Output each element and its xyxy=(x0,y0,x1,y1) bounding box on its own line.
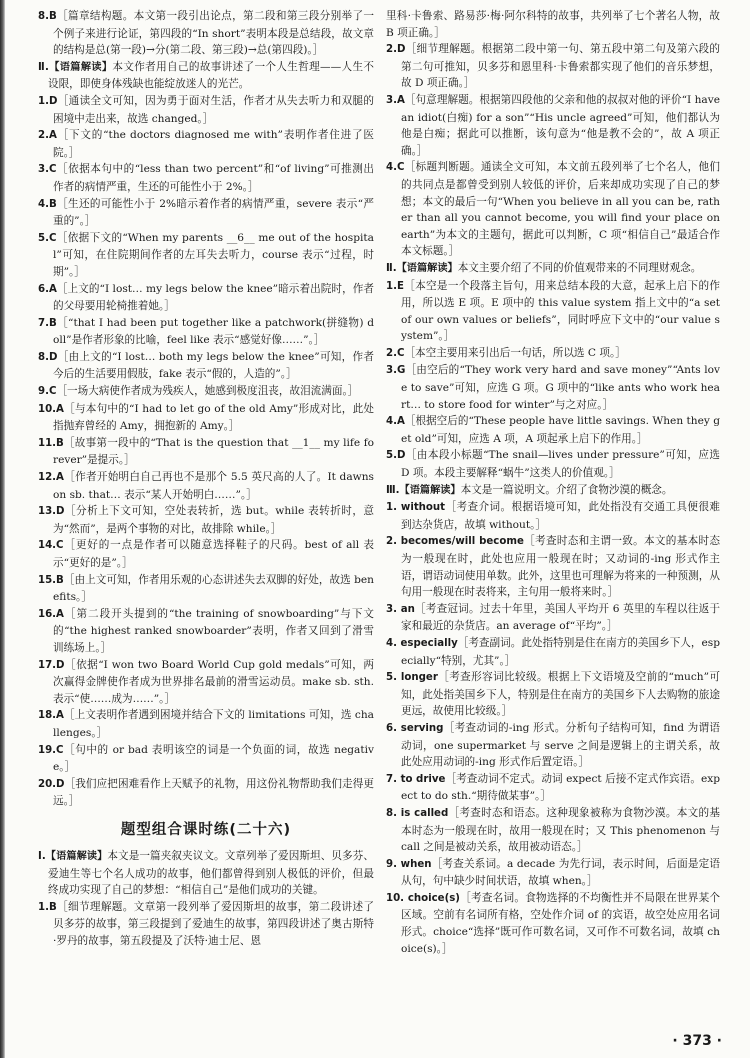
answer-key: 2.A xyxy=(38,130,57,142)
answer-explanation: ［考查冠词。过去十年里，美国人平均开 6 英里的车程以往返于家和最近的杂货店。an average of“平均”。］ xyxy=(401,602,720,633)
answer-explanation: ［根据空后的“These people have little savings. When they get old”可知，应选 A 项，A 项起承上启下的作用。］ xyxy=(401,415,720,445)
answer-item xyxy=(38,196,374,230)
answer-list-part1-end xyxy=(38,8,374,59)
answer-item xyxy=(386,413,720,447)
section-III-reading: Ⅲ.【语篇解读】本文是一篇说明文。介绍了食物沙漠的概念。 xyxy=(386,483,673,496)
answer-explanation: ［考查形容词比较级。根据上下文语境及空前的“much”可知，此处指美国乡下人，特别是住在南方的美国乡下人去购物的旅途更远，故使用比较级。］ xyxy=(401,671,720,718)
answer-explanation: ［故事第一段中的“That is the question that __1__ my life forever”是提示。］ xyxy=(53,436,374,467)
answer-explanation: ［依据本句中的“less than two percent”和“of living”可推测出作者的病情严重，生还的可能性小于 2%。］ xyxy=(53,163,374,193)
answer-key: 17.D xyxy=(38,659,65,671)
answer-item xyxy=(38,657,374,708)
binding-edge xyxy=(0,0,5,1058)
answer-explanation: ［分析上下文可知，空处表转折，选 but。while 表转折时，意为“然而”，是两个事物的对比，故排除 while。］ xyxy=(53,505,374,535)
answer-explanation: ［我们应把困难看作上天赋予的礼物，用这份礼物帮助我们走得更远。］ xyxy=(53,777,374,808)
answer-item xyxy=(38,776,374,810)
answer-item xyxy=(386,856,720,890)
answer-explanation: ［细节理解题。根据第二段中第一句、第五段中第二句及第六段的第二句可推知，贝多芬和恩里科·卡鲁索都实现了他们的音乐梦想，故 D 项正确。］ xyxy=(401,43,720,90)
answer-explanation: ［考查副词。此处指特别是住在南方的美国乡下人，especially“特别，尤其”。］ xyxy=(401,636,720,667)
answer-explanation: ［篇章结构题。本文第一段引出论点，第二段和第三段分别举了一个例子来进行论证，第四段的“In short”表明本段是总结段，故文章的结构是总(第一段)→分(第二段、第三段)→总(第四段)。］ xyxy=(53,10,374,57)
answer-item: 1.B［细节理解题。文章第一段列举了爱因斯坦的故事，第二段讲述了贝多芬的故事，第三段提到了爱迪生的故事，第四段讲述了奥古斯特·罗丹的故事，第五段提及了沃特·迪士尼、恩 xyxy=(38,900,374,947)
answer-key: 12.A xyxy=(38,472,64,484)
answer-key: 2. becomes/will become xyxy=(386,536,524,548)
answer-explanation: ［考查动词的-ing 形式。分析句子结构可知，find 为谓语动词，one supermarket 与 serve 之间是逻辑上的主谓关系，故此处应用动词的-ing 形式作后置定语。］ xyxy=(401,721,720,769)
answer-key: 20.D xyxy=(38,778,65,790)
answer-item xyxy=(38,606,374,657)
section-heading: 题型组合课时练(二十六) xyxy=(120,821,292,838)
answer-item xyxy=(386,601,720,635)
answer-key: 8.D xyxy=(38,351,58,363)
left-column xyxy=(38,8,374,1010)
answer-item xyxy=(38,161,374,195)
answer-explanation: ［作者开始明白自己再也不是那个 5.5 英尺高的人了。It dawns on sb. that… 表示“某人开始明白……”。］ xyxy=(53,471,374,501)
answer-key: 7. to drive xyxy=(386,773,446,785)
answer-key: 10. choice(s) xyxy=(386,892,460,904)
answer-explanation: ［由空后的“They work very hard and save money”“Ants love to save”可知，应选 G 项。G 项中的“like ants who work heart… to store food for winter”与之对应。］ xyxy=(401,364,720,411)
answer-explanation: ［句中的 or bad 表明该空的词是一个负面的词，故选 negative。］ xyxy=(53,743,374,774)
answer-key: 3.G xyxy=(386,365,406,377)
answer-explanation: ［依据下文的“When my parents __6__ me out of the hospital”可知，在住院期间作者的左耳失去听力，course 表示“过程，时期”。］ xyxy=(53,231,374,278)
answer-item xyxy=(38,8,374,59)
answer-explanation: ［一场大病使作者成为残疾人，她感到极度沮丧，故泪流满面。］ xyxy=(56,385,359,398)
answer-item xyxy=(38,537,374,571)
answer-key: 1.D xyxy=(38,95,58,107)
answer-key: 6. serving xyxy=(386,722,444,734)
section-lead: Ⅰ.【语篇解读】 xyxy=(38,850,108,862)
answer-key: 9.C xyxy=(38,386,57,398)
answer-explanation: ［与本句中的“I had to let go of the old Amy”形成对比，此处指抛弃曾经的 Amy，拥抱新的 Amy。］ xyxy=(53,402,374,433)
answer-item xyxy=(386,533,720,600)
section-II-reading: Ⅱ.【语篇解读】本文主要介绍了不同的价值观带来的不同理财观念。 xyxy=(386,261,702,274)
answer-item xyxy=(38,349,374,383)
answer-explanation: ［考查关系词。a decade 为先行词，表示时间，后面是定语从句，句中缺少时间状语，故填 when。］ xyxy=(401,857,720,888)
answer-key: 1.E xyxy=(386,280,404,292)
answer-explanation: ［下文的“the doctors diagnosed me with”表明作者住进了医院。］ xyxy=(53,129,374,159)
answer-item xyxy=(38,707,374,741)
answer-item xyxy=(38,469,374,503)
answer-explanation: ［上文的“I lost… my legs below the knee”暗示着出院时，作者的父母要用轮椅推着她。］ xyxy=(53,282,374,313)
answer-item xyxy=(38,503,374,537)
answer-explanation: ［“that I had been put together like a patchwork(拼缝物) doll”是作者形象的比喻，feel like 表示“感觉好像……”。］ xyxy=(53,316,374,347)
answer-key: 4.A xyxy=(386,416,405,428)
section-II-reading: Ⅱ.【语篇解读】本文作者用自己的故事讲述了一个人生哲理——人生不设限，即使身体残缺也能绽放迷人的光芒。 xyxy=(38,60,374,91)
page-number: · 373 · xyxy=(672,1033,722,1050)
answer-key: 6.A xyxy=(38,283,57,295)
answer-key: 4.B xyxy=(38,198,57,210)
answer-key: 5. longer xyxy=(386,672,438,684)
answer-key: 8. is called xyxy=(386,807,449,819)
answer-key: 14.C xyxy=(38,540,64,552)
answer-key: 18.A xyxy=(38,710,64,722)
answer-explanation: ［本空是一个段落主旨句，用来总结本段的大意，起承上启下的作用，所以选 E 项。E 项中的 this value system 指上文中的“a set of our own values or beliefs”，同时呼应下文中的“our value system”。］ xyxy=(401,279,720,343)
section-lead: Ⅱ.【语篇解读】 xyxy=(386,262,458,274)
answer-item xyxy=(386,159,720,260)
answer-explanation: ［更好的一点是作者可以随意选择鞋子的尺码。best of all 表示“更好的是”。］ xyxy=(53,539,374,569)
answer-item xyxy=(386,720,720,771)
answer-explanation: ［本空主要用来引出后一句话，所以选 C 项。］ xyxy=(404,346,626,359)
answer-explanation: ［考查名词。食物选择的不均衡性并不局限在世界某个区域。空前有名词所有格，空处作介词 of 的宾语，故空处应用名词形式。choice“选择”既可作可数名词，又可作不可数名词，故填 choice(s)。］ xyxy=(401,891,720,955)
answer-key: 1.B xyxy=(38,901,57,913)
answer-explanation: ［生还的可能性小于 2%暗示着作者的病情严重，severe 表示“严重的”。］ xyxy=(53,197,374,228)
answer-explanation: ［由上文可知，作者用乐观的心态讲述失去双脚的好处，故选 benefits。］ xyxy=(53,573,374,604)
answer-item xyxy=(386,499,720,533)
answer-item xyxy=(386,635,720,669)
answer-item xyxy=(386,890,720,957)
answer-key: 16.A xyxy=(38,608,64,620)
answer-item xyxy=(386,41,720,92)
answer-key: 4. especially xyxy=(386,637,458,649)
answer-key: 2.D xyxy=(386,44,406,56)
answer-key: 19.C xyxy=(38,744,64,756)
answer-explanation: ［由本段小标题“The snail—lives under pressure”可知，应选 D 项。本段主要解释“蜗牛”这类人的价值观。］ xyxy=(401,449,720,480)
answer-item xyxy=(38,315,374,349)
answer-item xyxy=(386,771,720,805)
answer-list-grammar-fill xyxy=(386,499,720,957)
answer-key: 4.C xyxy=(386,162,405,174)
answer-explanation: ［考查时态和语态。这种现象被称为食物沙漠。本文的基本时态为一般现在时，故用一般现在时；又 This phenomenon 与 call 之间是被动关系，故用被动语态。］ xyxy=(401,806,720,854)
section-I-reading: Ⅰ.【语篇解读】本文是一篇夹叙夹议文。文章列举了爱因斯坦、贝多芬、爱迪生等七个名人成功的故事，他们都曾得到别人极低的评价，但最终成功实现了自己的梦想：“相信自己”是他们成功的关键。 xyxy=(38,849,374,897)
answer-item xyxy=(38,401,374,435)
continued-text: 里科·卡鲁索、路易莎·梅·阿尔科特的故事，共列举了七个著名人物，故 B 项正确。］ xyxy=(386,10,720,39)
answer-item xyxy=(38,281,374,315)
answer-item xyxy=(38,383,374,401)
answer-key: 15.B xyxy=(38,574,64,586)
answer-explanation: ［考查时态和主谓一致。本文的基本时态为一般现在时，此处也应用一般现在时；又动词的-ing 形式作主语，谓语动词使用单数。此外，这里也可理解为将来的一种预测，从句用一般现在时表将来，主句用一般将来时。］ xyxy=(401,535,720,599)
answer-key: 9. when xyxy=(386,858,432,870)
answer-item xyxy=(386,278,720,345)
answer-list-reading xyxy=(386,41,720,260)
section-lead: Ⅱ.【语篇解读】 xyxy=(38,61,113,73)
answer-item xyxy=(38,435,374,469)
answer-key: 3.C xyxy=(38,164,57,176)
answer-key: 2.C xyxy=(386,347,405,359)
answer-item xyxy=(386,362,720,413)
answer-explanation: ［考查动词不定式。动词 expect 后接不定式作宾语。expect to do sth.“期待做某事”。］ xyxy=(401,772,720,803)
answer-key: 11.B xyxy=(38,437,64,449)
answer-explanation: ［标题判断题。通读全文可知，本文前五段列举了七个名人，他们的共同点是都曾受到别人较低的评价，后来却成功实现了自己的梦想；本文的最后一句“When you believe in all you can be, rather than all you cannot become, you will find your place on earth”为本文的主题句，据此可以判断，C 项“相信自己”最适合作本文标题。］ xyxy=(401,161,720,258)
right-column xyxy=(386,8,720,1010)
answer-item xyxy=(38,93,374,127)
answer-item xyxy=(386,92,720,159)
answer-key: 5.C xyxy=(38,232,57,244)
answer-explanation: ［通读全文可知，因为勇于面对生活，作者才从失去听力和双腿的困境中走出来，故选 changed。］ xyxy=(53,94,374,125)
answer-item xyxy=(38,572,374,606)
answer-explanation: ［依据“I won two Board World Cup gold medals”可知，两次赢得金牌使作者成为世界排名最前的滑雪运动员。make sb. sth. 表示“使……成为……”。］ xyxy=(53,658,374,705)
answer-item xyxy=(386,669,720,720)
answer-explanation: ［由上文的“I lost… both my legs below the knee”可知，作者今后的生活要用假肢，fake 表示“假的，人造的”。］ xyxy=(53,350,374,381)
section-lead: Ⅲ.【语篇解读】 xyxy=(386,484,461,496)
answer-key: 3. an xyxy=(386,603,415,615)
answer-item xyxy=(386,805,720,856)
answer-explanation: ［考查介词。根据语境可知，此处指没有交通工具便很难到达杂货店，故填 without。］ xyxy=(401,501,720,531)
answer-item xyxy=(38,742,374,776)
answer-explanation: ［句意理解题。根据第四段他的父亲和他的叔叔对他的评价“I have an idiot(白痴) for a son”“His uncle agreed”可知，他们都认为他是白痴；据此可以推断，该句意为“他是教不会的”，故 A 项正确。］ xyxy=(401,93,720,157)
answer-list-seven-choose-five xyxy=(386,278,720,482)
answer-item xyxy=(38,230,374,281)
answer-explanation: ［第二段开头提到的“the training of snowboarding”与下文的“the highest ranked snowboarder”表明，作者又回到了滑雪训练场上。］ xyxy=(53,607,374,654)
answer-key: 3.A xyxy=(386,94,405,106)
answer-key: 8.B xyxy=(38,11,57,22)
answer-key: 7.B xyxy=(38,317,57,329)
answer-explanation: ［上文表明作者遇到困境并结合下文的 limitations 可知，选 challenges。］ xyxy=(53,709,374,739)
answer-item xyxy=(386,345,720,363)
answer-key: 10.A xyxy=(38,403,64,415)
answer-key: 13.D xyxy=(38,506,65,518)
answer-item xyxy=(386,447,720,481)
answer-key: 1. without xyxy=(386,502,446,514)
answer-key: 5.D xyxy=(386,450,406,462)
answer-item xyxy=(38,127,374,161)
answer-list-cloze xyxy=(38,93,374,810)
